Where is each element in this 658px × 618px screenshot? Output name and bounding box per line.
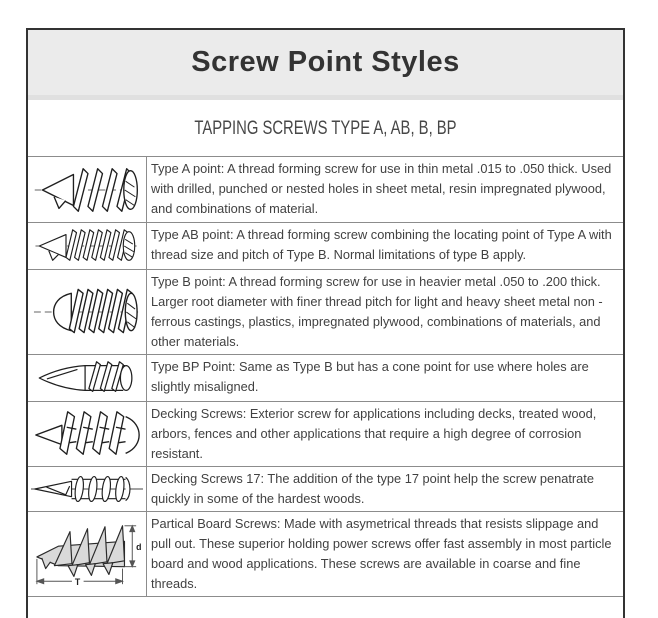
table-row-type-bp: [28, 355, 623, 402]
type-a-image-cell: [28, 157, 147, 222]
decking-screw-17-icon: [31, 469, 143, 509]
table-row-decking: [28, 402, 623, 467]
type-bp-screw-icon: [32, 357, 142, 399]
type-b-description: Type B point: A thread forming screw for use in heavier metal .050 to .200 thick. Larger root diameter with finer thread pitch for light and heavy sheet metal non - ferrous castings, plastics, impregnated plywood, combinations of materials, and other materials.: [151, 274, 603, 349]
particle-board-description: Partical Board Screws: Made with asymetrical threads that resists slippage and pull out. These superior holding power screws offer fast assembly in most particle board and wood applications. These screws are available in coarse and fine threads.: [151, 516, 612, 591]
diameter-dimension-label: d: [135, 542, 142, 553]
table-row-decking-17: [28, 467, 623, 512]
type-ab-image-cell: [28, 223, 147, 269]
type-ab-screw-icon: [32, 225, 142, 267]
table-row-type-ab: [28, 223, 623, 270]
page-title: Screw Point Styles: [191, 46, 460, 78]
type-a-description: Type A point: A thread forming screw for use in thin metal .015 to .050 thick. Used with drilled, punched or nested holes in sheet metal, resin impregnated plywood, and combinations of material.: [151, 161, 612, 216]
type-b-screw-icon: [32, 280, 142, 344]
section-subheader-label: TAPPING SCREWS TYPE A, AB, B, BP: [194, 116, 457, 139]
type-bp-description: Type BP Point: Same as Type B but has a cone point for use where holes are slightly misaligned.: [151, 359, 589, 394]
length-dimension-label: T: [74, 577, 80, 588]
particle-board-image-cell: [28, 512, 147, 596]
decking-screw-icon: [31, 405, 143, 463]
table-row-type-b: [28, 270, 623, 355]
table-row-type-a: [28, 157, 623, 223]
type-bp-image-cell: [28, 355, 147, 401]
type-a-screw-icon: [32, 160, 142, 220]
decking-17-image-cell: [28, 467, 147, 511]
page-header: [28, 28, 623, 100]
particle-board-screw-icon: [29, 518, 146, 590]
decking-17-description: Decking Screws 17: The addition of the type 17 point help the screw penatrate quickly in some of the hardest woods.: [151, 471, 594, 506]
type-b-image-cell: [28, 270, 147, 354]
screw-styles-panel: [26, 28, 625, 618]
decking-description: Decking Screws: Exterior screw for applications including decks, treated wood, arbors, fences and other applications that require a high degree of corrosion resistant.: [151, 406, 597, 461]
type-ab-description: Type AB point: A thread forming screw combining the locating point of Type A with thread size and pitch of Type B. Normal limitations of type B apply.: [151, 227, 612, 262]
table-row-particle-board: [28, 512, 623, 597]
decking-image-cell: [28, 402, 147, 466]
section-subheader: [28, 100, 623, 157]
